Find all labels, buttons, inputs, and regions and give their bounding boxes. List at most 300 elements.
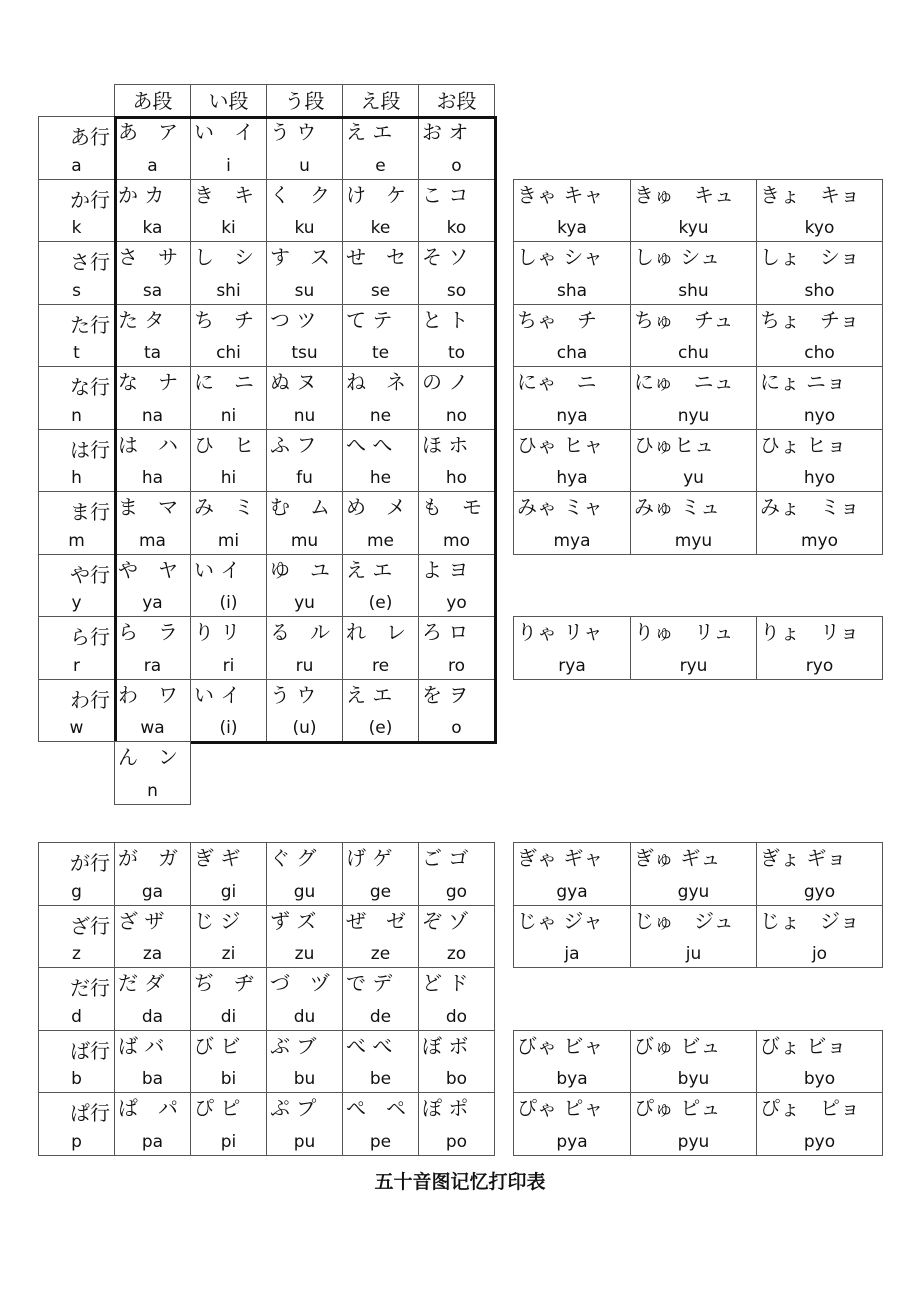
romaji-text: pu [293, 1132, 316, 1152]
kana-text: さ サ [118, 245, 178, 269]
kana-cell [266, 1030, 343, 1093]
kana-cell [418, 679, 495, 742]
romaji-text: ga [141, 882, 164, 902]
kana-text: よ ヨ [422, 558, 469, 582]
kana-text: ん ン [118, 745, 178, 769]
romaji-text: hi [220, 468, 237, 488]
column-header [266, 84, 343, 117]
romaji-text: cho [804, 343, 835, 363]
kana-cell [342, 842, 419, 906]
kana-text: ぷ プ [270, 1096, 317, 1120]
kana-cell [342, 616, 419, 680]
romaji-text: o [451, 156, 462, 176]
romaji-text: ri [222, 656, 235, 676]
romaji-text: na [141, 406, 164, 426]
romaji-text: be [369, 1069, 392, 1089]
kana-text: な ナ [118, 370, 178, 394]
romaji-text: te [371, 343, 390, 363]
kana-text: つ ツ [270, 308, 317, 332]
kana-text: め メ [346, 495, 406, 519]
row-romaji-text: n [71, 406, 82, 426]
kana-cell [418, 304, 495, 367]
kana-cell [114, 967, 191, 1031]
romaji-text: pya [556, 1132, 588, 1152]
kana-text: の ノ [422, 370, 469, 394]
kana-cell [418, 116, 495, 180]
row-label [38, 1092, 115, 1156]
yoon-cell [513, 429, 631, 492]
kana-text: い イ [194, 683, 241, 707]
yoon-cell [630, 241, 757, 305]
romaji-text: shu [678, 281, 709, 301]
romaji-text: gyo [803, 882, 836, 902]
yoon-cell [630, 842, 757, 906]
yoon-cell [630, 429, 757, 492]
romaji-text: e [375, 156, 386, 176]
kana-text: づ ヅ [270, 971, 330, 995]
romaji-text: du [293, 1007, 316, 1027]
romaji-text: (i) [219, 718, 238, 738]
kana-cell [190, 554, 267, 617]
kana-text: ざ ザ [118, 909, 165, 933]
kana-text: ぜ ゼ [346, 909, 406, 933]
romaji-text: sha [556, 281, 588, 301]
romaji-text: ba [141, 1069, 164, 1089]
yoon-cell [756, 842, 883, 906]
romaji-text: gi [220, 882, 237, 902]
yoon-cell [630, 905, 757, 968]
yoon-cell [756, 491, 883, 555]
kana-text: ぢ ヂ [194, 971, 254, 995]
romaji-text: zo [446, 944, 467, 964]
romaji-text: re [371, 656, 390, 676]
kana-text: ひゃ ヒャ [517, 433, 604, 457]
romaji-text: kyu [678, 218, 709, 238]
row-label [38, 179, 115, 242]
row-label-text: あ行 [70, 125, 110, 149]
kana-text: ぺ ペ [346, 1096, 406, 1120]
kana-text: て テ [346, 308, 393, 332]
kana-text: う ウ [270, 683, 317, 707]
column-header [190, 84, 267, 117]
kana-cell [418, 967, 495, 1031]
yoon-cell [756, 304, 883, 367]
kana-cell-n [114, 741, 191, 805]
romaji-text: me [366, 531, 395, 551]
kana-text: じゃ ジャ [517, 909, 603, 933]
romaji-text: (i) [219, 593, 238, 613]
kana-cell [418, 491, 495, 555]
romaji-text: ze [370, 944, 391, 964]
kana-text: そ ソ [422, 245, 469, 269]
kana-text: は ハ [118, 433, 178, 457]
kana-cell [418, 1030, 495, 1093]
kana-cell [114, 679, 191, 742]
kana-cell [114, 1030, 191, 1093]
kana-text: しゅ シュ [634, 245, 720, 269]
kana-cell [266, 842, 343, 906]
row-romaji-text: a [71, 156, 82, 176]
kana-cell [190, 616, 267, 680]
kana-cell [190, 905, 267, 968]
romaji-text: yu [683, 468, 704, 488]
yoon-cell [756, 241, 883, 305]
kana-text: え エ [346, 120, 393, 144]
yoon-cell [630, 491, 757, 555]
row-label [38, 905, 115, 968]
romaji-text: go [445, 882, 468, 902]
kana-cell [342, 304, 419, 367]
column-header-text: あ段 [132, 89, 173, 113]
row-label-text: た行 [70, 313, 110, 337]
kana-cell [266, 429, 343, 492]
romaji-text: nya [556, 406, 588, 426]
romaji-text: he [369, 468, 392, 488]
yoon-cell [513, 179, 631, 242]
kana-cell [266, 967, 343, 1031]
kana-cell [114, 905, 191, 968]
yoon-cell [630, 179, 757, 242]
romaji-text: byo [803, 1069, 836, 1089]
kana-cell [190, 1030, 267, 1093]
kana-cell [342, 491, 419, 555]
kana-text: びゅ ビュ [634, 1034, 721, 1058]
kana-cell [114, 491, 191, 555]
kana-text: べ べ [346, 1034, 393, 1058]
kana-text: を ヲ [422, 683, 469, 707]
row-label-text: が行 [70, 851, 110, 875]
kana-cell [266, 304, 343, 367]
romaji-text: so [446, 281, 467, 301]
kana-cell [266, 616, 343, 680]
row-label [38, 842, 115, 906]
yoon-cell [513, 304, 631, 367]
romaji-text: (e) [368, 718, 393, 738]
row-romaji-text: z [72, 944, 81, 964]
row-label-text: わ行 [70, 688, 110, 712]
romaji-text: su [294, 281, 315, 301]
kana-cell [418, 554, 495, 617]
romaji-text: za [142, 944, 163, 964]
row-label [38, 366, 115, 430]
kana-text: りゅ リュ [634, 620, 734, 644]
kana-cell [190, 116, 267, 180]
kana-cell [190, 679, 267, 742]
kana-text: も モ [422, 495, 482, 519]
kana-text: ろ ロ [422, 620, 469, 644]
romaji-text: bi [220, 1069, 237, 1089]
yoon-cell [513, 616, 631, 680]
romaji-text: jo [811, 944, 828, 964]
kana-text: みゃ ミャ [517, 495, 603, 519]
romaji-text: mo [443, 531, 470, 551]
row-label-text: ざ行 [70, 914, 110, 938]
kana-text: しょ ショ [760, 245, 860, 269]
romaji-text: ke [370, 218, 391, 238]
kana-text: ぞ ゾ [422, 909, 469, 933]
romaji-text: myu [674, 531, 713, 551]
kana-cell [190, 179, 267, 242]
romaji-text: sa [142, 281, 163, 301]
romaji-text: gyu [677, 882, 710, 902]
kana-text: にゅ ニュ [634, 370, 734, 394]
kana-cell [418, 616, 495, 680]
kana-cell [114, 366, 191, 430]
kana-text: にゃ ニ [517, 370, 597, 394]
kana-cell [342, 241, 419, 305]
yoon-cell [513, 1092, 631, 1156]
kana-text: ひゅヒュ [634, 433, 714, 457]
romaji-text: ryu [679, 656, 708, 676]
kana-text: ゆ ユ [270, 558, 330, 582]
yoon-cell [756, 366, 883, 430]
yoon-cell [756, 1092, 883, 1156]
kana-text: ご ゴ [422, 846, 469, 870]
kana-text: し シ [194, 245, 254, 269]
yoon-cell [513, 491, 631, 555]
kana-cell [266, 905, 343, 968]
yoon-cell [630, 1092, 757, 1156]
row-romaji-text: p [71, 1132, 82, 1152]
column-header [418, 84, 495, 117]
romaji-text: nyu [677, 406, 710, 426]
romaji-text: chi [216, 343, 241, 363]
kana-cell [342, 116, 419, 180]
kana-cell [190, 491, 267, 555]
row-label [38, 616, 115, 680]
column-header-text: え段 [360, 89, 401, 113]
yoon-cell [756, 905, 883, 968]
romaji-text: ja [564, 944, 580, 964]
kana-text: ま マ [118, 495, 178, 519]
row-romaji-text: m [68, 531, 85, 551]
row-label [38, 554, 115, 617]
yoon-cell [756, 616, 883, 680]
kana-text: い イ [194, 120, 254, 144]
kana-text: た タ [118, 308, 165, 332]
romaji-text: ha [141, 468, 164, 488]
romaji-text: ka [142, 218, 163, 238]
kana-cell [266, 179, 343, 242]
romaji-text: ge [369, 882, 392, 902]
yoon-cell [630, 1030, 757, 1093]
kana-cell [418, 842, 495, 906]
kana-text: す ス [270, 245, 330, 269]
kana-text: げ ゲ [346, 846, 393, 870]
kana-cell [342, 179, 419, 242]
kana-cell [190, 241, 267, 305]
kana-cell [418, 905, 495, 968]
romaji-text: tsu [291, 343, 318, 363]
row-label-text: ば行 [70, 1039, 110, 1063]
kana-text: ぎょ ギョ [760, 846, 847, 870]
romaji-text: bu [293, 1069, 316, 1089]
row-label [38, 241, 115, 305]
kana-text: ぎゃ ギャ [517, 846, 604, 870]
kana-text: びょ ビョ [760, 1034, 847, 1058]
kana-text: じょ ジョ [760, 909, 860, 933]
kana-text: え エ [346, 683, 393, 707]
kana-text: え エ [346, 558, 393, 582]
kana-cell [266, 491, 343, 555]
romaji-text: ta [143, 343, 162, 363]
kana-text: み ミ [194, 495, 254, 519]
yoon-cell [513, 1030, 631, 1093]
romaji-text: pyo [803, 1132, 836, 1152]
yoon-cell [756, 1030, 883, 1093]
kana-text: ぼ ボ [422, 1034, 469, 1058]
kana-text: ぶ ブ [270, 1034, 317, 1058]
romaji-text: de [369, 1007, 392, 1027]
romaji-text: hyo [803, 468, 836, 488]
yoon-cell [630, 616, 757, 680]
kana-text: ぐ グ [270, 846, 317, 870]
row-romaji-text: w [69, 718, 84, 738]
kana-cell [190, 1092, 267, 1156]
kana-cell [342, 554, 419, 617]
row-romaji-text: d [71, 1007, 82, 1027]
romaji-text: yu [294, 593, 315, 613]
romaji-text: u [299, 156, 310, 176]
kana-cell [418, 1092, 495, 1156]
kana-cell [418, 241, 495, 305]
kana-cell [266, 366, 343, 430]
kana-cell [266, 241, 343, 305]
romaji-text: mya [553, 531, 591, 551]
romaji-text: i [226, 156, 231, 176]
kana-cell [418, 366, 495, 430]
kana-text: みょ ミョ [760, 495, 860, 519]
kana-text: りゃ リャ [517, 620, 603, 644]
kana-text: ひょ ヒョ [760, 433, 847, 457]
kana-cell [114, 241, 191, 305]
kana-text: ぬ ヌ [270, 370, 317, 394]
kana-text: ぴょ ピョ [760, 1096, 860, 1120]
romaji-text: zu [294, 944, 315, 964]
romaji-text: da [141, 1007, 164, 1027]
yoon-cell [513, 905, 631, 968]
romaji-text: mu [290, 531, 319, 551]
yoon-cell [630, 366, 757, 430]
romaji-text: po [445, 1132, 468, 1152]
kana-cell [190, 304, 267, 367]
kana-text: あ ア [118, 120, 178, 144]
kana-cell [418, 179, 495, 242]
romaji-text: ryo [805, 656, 834, 676]
kana-text: せ セ [346, 245, 406, 269]
romaji-text: ro [447, 656, 466, 676]
kana-cell [266, 679, 343, 742]
romaji-text: ru [295, 656, 314, 676]
romaji-text: n [147, 781, 158, 801]
romaji-text: ma [139, 531, 166, 551]
kana-text: にょ ニョ [760, 370, 846, 394]
kana-text: ほ ホ [422, 433, 469, 457]
row-romaji-text: t [73, 343, 80, 363]
row-romaji-text: g [71, 882, 82, 902]
kana-text: る ル [270, 620, 330, 644]
kana-cell [190, 429, 267, 492]
kana-text: で デ [346, 971, 393, 995]
row-label-text: や行 [70, 563, 110, 587]
kana-text: ちゅ チュ [634, 308, 734, 332]
yoon-cell [513, 241, 631, 305]
kana-text: れ レ [346, 620, 406, 644]
kana-cell [342, 1030, 419, 1093]
romaji-text: ne [369, 406, 392, 426]
kana-text: う ウ [270, 120, 317, 144]
row-label [38, 304, 115, 367]
romaji-text: ko [446, 218, 467, 238]
kana-cell [266, 1092, 343, 1156]
romaji-text: wa [140, 718, 165, 738]
romaji-text: gu [293, 882, 316, 902]
kana-cell [266, 116, 343, 180]
romaji-text: pe [369, 1132, 392, 1152]
kana-text: が ガ [118, 846, 178, 870]
kana-text: お オ [422, 120, 469, 144]
row-romaji-text: r [73, 656, 80, 676]
row-label [38, 967, 115, 1031]
romaji-text: pa [141, 1132, 164, 1152]
kana-text: きゃ キャ [517, 183, 604, 207]
kana-text: び ビ [194, 1034, 241, 1058]
kana-cell [342, 967, 419, 1031]
kana-cell [190, 842, 267, 906]
kana-cell [114, 304, 191, 367]
romaji-text: pyu [677, 1132, 710, 1152]
romaji-text: chu [678, 343, 709, 363]
kana-cell [266, 554, 343, 617]
kana-text: きゅ キュ [634, 183, 734, 207]
row-romaji-text: y [71, 593, 82, 613]
romaji-text: ki [221, 218, 236, 238]
kana-text: ぴ ピ [194, 1096, 241, 1120]
romaji-text: ra [143, 656, 162, 676]
romaji-text: (e) [368, 593, 393, 613]
romaji-text: ni [220, 406, 237, 426]
romaji-text: ju [685, 944, 702, 964]
yoon-cell [756, 179, 883, 242]
kana-cell [114, 616, 191, 680]
row-label-text: か行 [70, 188, 110, 212]
romaji-text: kyo [804, 218, 835, 238]
row-label-text: な行 [70, 375, 110, 399]
kana-text: ひ ヒ [194, 433, 254, 457]
row-label [38, 679, 115, 742]
kana-cell [114, 179, 191, 242]
kana-cell [342, 1092, 419, 1156]
romaji-text: pi [220, 1132, 237, 1152]
row-label-text: は行 [70, 438, 110, 462]
kana-cell [114, 842, 191, 906]
column-header [114, 84, 191, 117]
kana-cell [190, 366, 267, 430]
romaji-text: no [445, 406, 468, 426]
kana-cell [342, 366, 419, 430]
kana-text: りょ リョ [760, 620, 860, 644]
kana-text: ぱ パ [118, 1096, 178, 1120]
romaji-text: mi [217, 531, 240, 551]
kana-text: ぎゅ ギュ [634, 846, 721, 870]
yoon-cell [513, 842, 631, 906]
kana-text: ね ネ [346, 370, 406, 394]
row-label-text: ぱ行 [70, 1101, 110, 1125]
kana-text: きょ キョ [760, 183, 860, 207]
kana-text: に ニ [194, 370, 254, 394]
chart-caption: 五十音图记忆打印表 [374, 1171, 546, 1193]
kana-text: け ケ [346, 183, 406, 207]
